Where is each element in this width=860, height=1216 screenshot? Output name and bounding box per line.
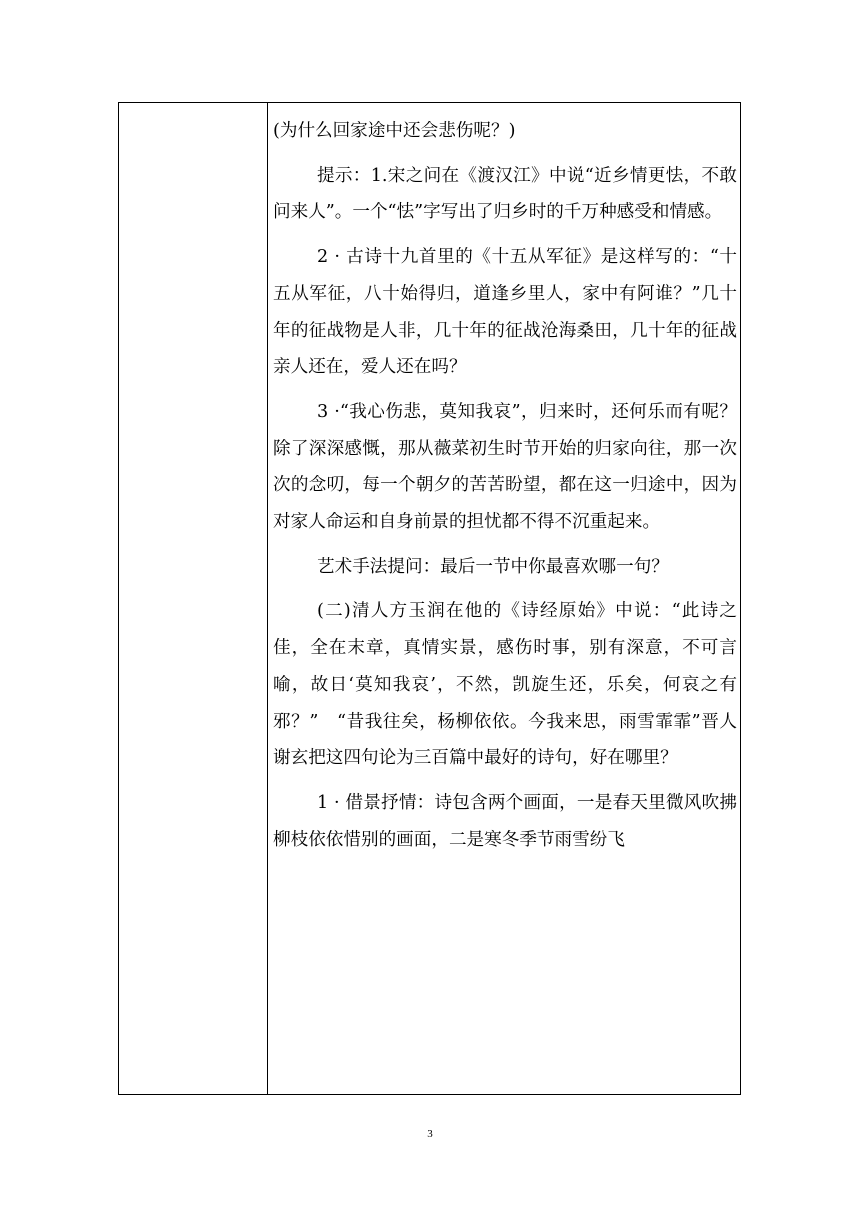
table-left-cell bbox=[119, 103, 267, 1094]
hint-paragraph-2: 2 · 古诗十九首里的《十五从军征》是这样写的：“十五从军征，八十始得归，道逢乡里人，家中有阿谁？”几十年的征战物是人非，几十年的征战沧海桑田，几十年的征战亲人还在，爱人还在吗？ bbox=[273, 247, 737, 378]
question-paragraph: (为什么回家途中还会悲伤呢？) bbox=[273, 121, 516, 141]
hint-paragraph-1: 提示：1.宋之问在《渡汉江》中说“近乡情更怯，不敢问来人”。一个“怯”字写出了归乡时的千万种感受和情感。 bbox=[273, 165, 737, 223]
hint-paragraph-3: 3 ·“我心伤悲，莫知我哀”，归来时，还何乐而有呢？除了深深感慨，那从薇菜初生时节开始的归家向往，那一次次的念叨，每一个朝夕的苦苦盼望，都在这一归途中，因为对家人命运和自身前景的担忧都不得不沉重起来。 bbox=[273, 401, 737, 533]
table-column-divider bbox=[267, 103, 268, 1094]
answer-paragraph-1: 1 · 借景抒情：诗包含两个画面，一是春天里微风吹拂柳枝依依惜别的画面，二是寒冬季节雨雪纷飞 bbox=[273, 792, 737, 850]
content-table bbox=[118, 102, 741, 1095]
table-right-cell bbox=[273, 113, 737, 858]
page-number: 3 bbox=[427, 1128, 433, 1140]
section-two-paragraph: (二)清人方玉润在他的《诗经原始》中说：“此诗之佳，全在末章，真情实景，感伤时事，别有深意，不可言喻，故日‘莫知我哀’，不然，凯旋生还，乐矣，何哀之有邪？” “昔我往矣，杨柳依依。今我来思，雨雪霏霏”晋人谢玄把这四句论为三百篇中最好的诗句，好在哪里？ bbox=[273, 601, 737, 769]
art-technique-question: 艺术手法提问：最后一节中你最喜欢哪一句？ bbox=[317, 556, 669, 577]
